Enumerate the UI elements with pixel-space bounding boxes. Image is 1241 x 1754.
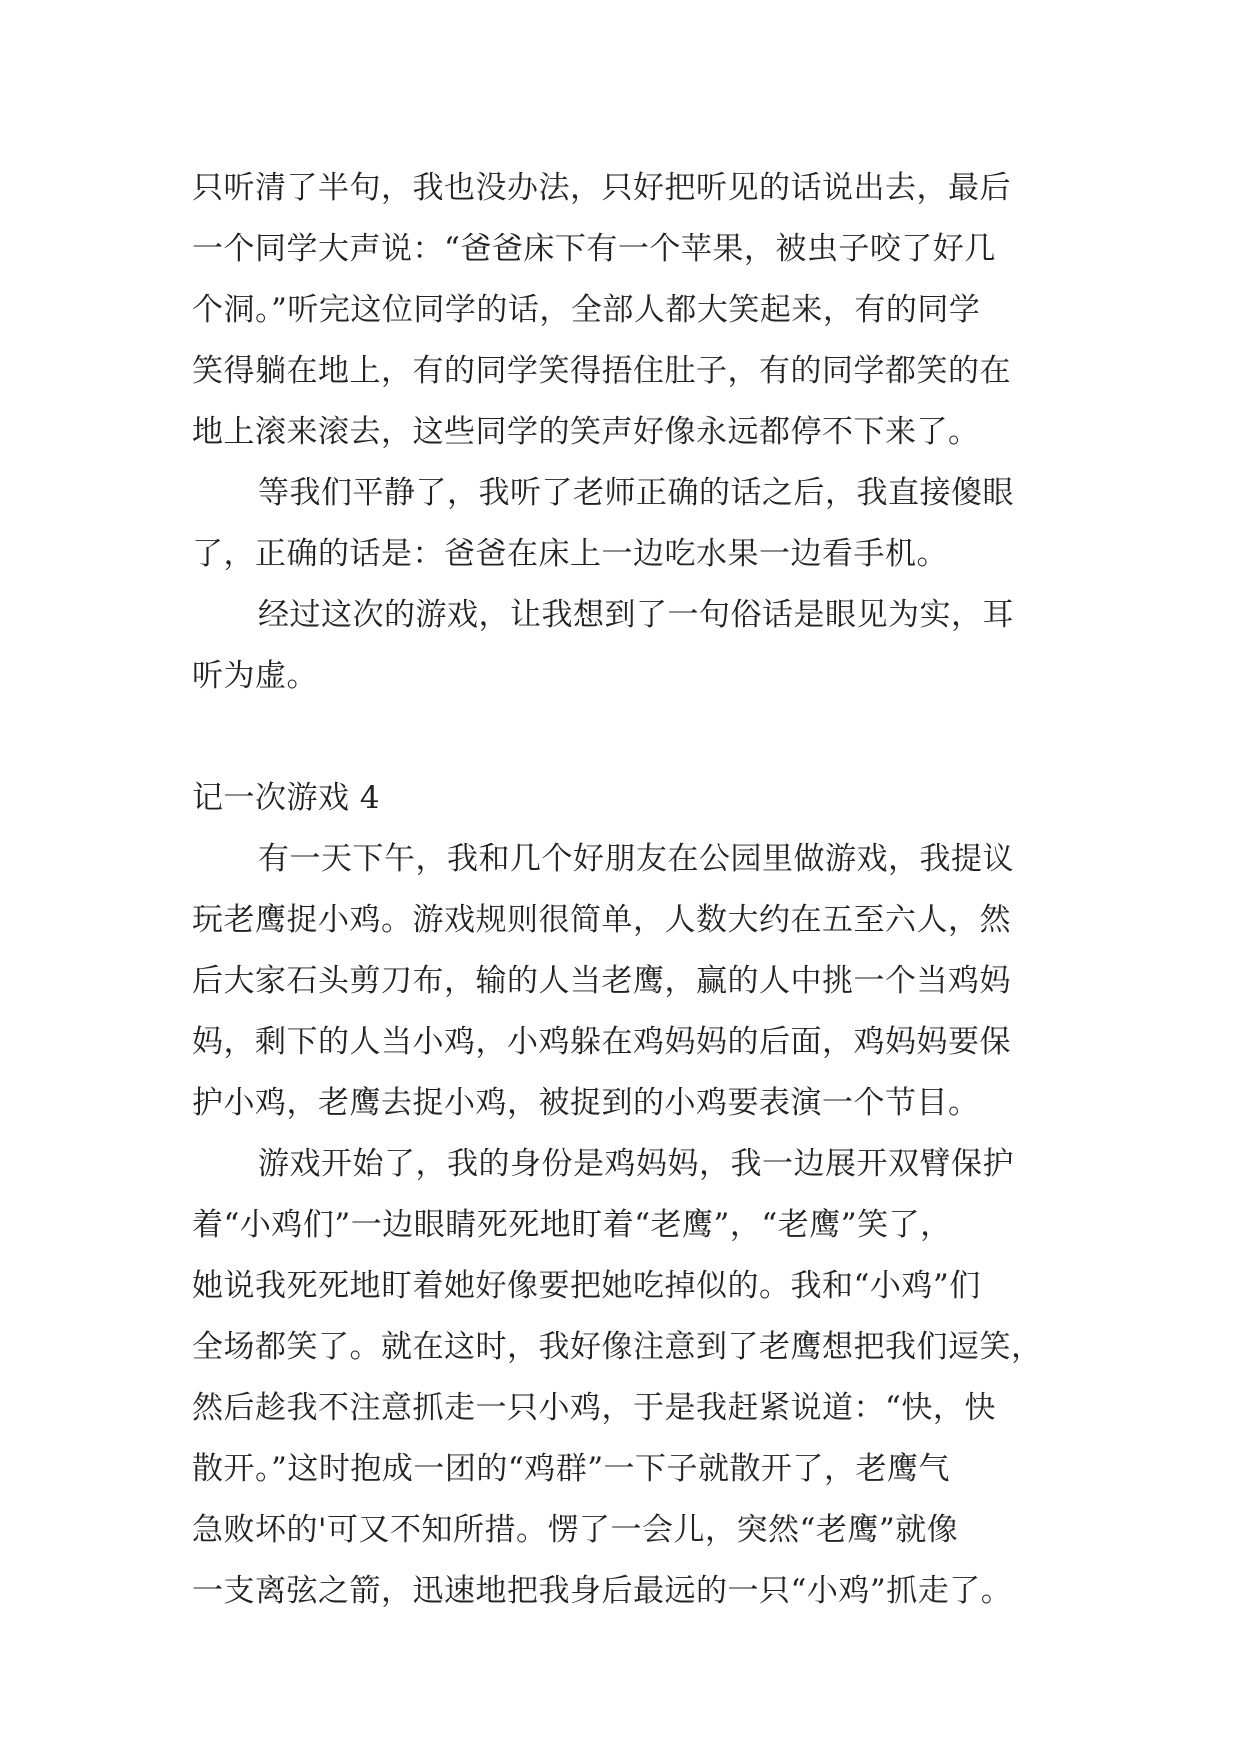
text-line: 一个同学大声说：“爸爸床下有一个苹果，被虫子咬了好几 — [192, 231, 996, 267]
text-line: 然后趁我不注意抓走一只小鸡，于是我赶紧说道：“快，快 — [192, 1390, 996, 1426]
text-line: 玩老鹰捉小鸡。游戏规则很简单，人数大约在五至六人，然 — [192, 902, 1011, 938]
text-line: 她说我死死地盯着她好像要把她吃掉似的。我和“小鸡”们 — [192, 1268, 981, 1304]
text-line: 地上滚来滚去，这些同学的笑声好像永远都停不下来了。 — [192, 414, 980, 450]
text-line: 急败坏的'可又不知所措。愣了一会儿，突然“老鹰”就像 — [192, 1512, 959, 1548]
paragraph-start-line: 经过这次的游戏，让我想到了一句俗话是眼见为实，耳 — [258, 597, 1014, 633]
text-line: 一支离弦之箭，迅速地把我身后最远的一只“小鸡”抓走了。 — [192, 1573, 1013, 1609]
document-body — [192, 158, 1062, 1622]
text-line: 后大家石头剪刀布，输的人当老鹰，赢的人中挑一个当鸡妈 — [192, 963, 1011, 999]
section-title: 记一次游戏 4 — [192, 780, 381, 816]
section-gap — [192, 707, 1062, 768]
text-line: 个洞。”听完这位同学的话，全部人都大笑起来，有的同学 — [192, 292, 981, 328]
text-line: 只听清了半句，我也没办法，只好把听见的话说出去，最后 — [192, 170, 1011, 206]
paragraph-start-line: 游戏开始了，我的身份是鸡妈妈，我一边展开双臂保护 — [258, 1146, 1014, 1182]
paragraph-start-line: 等我们平静了，我听了老师正确的话之后，我直接傻眼 — [258, 475, 1014, 511]
text-line: 散开。”这时抱成一团的“鸡群”一下子就散开了，老鹰气 — [192, 1451, 951, 1487]
text-line: 笑得躺在地上，有的同学笑得捂住肚子，有的同学都笑的在 — [192, 353, 1011, 389]
text-line: 妈，剩下的人当小鸡，小鸡躲在鸡妈妈的后面，鸡妈妈要保 — [192, 1024, 1011, 1060]
text-line: 护小鸡，老鹰去捉小鸡，被捉到的小鸡要表演一个节目。 — [192, 1085, 980, 1121]
text-line: 听为虚。 — [192, 658, 318, 694]
text-line: 了，正确的话是：爸爸在床上一边吃水果一边看手机。 — [192, 536, 948, 572]
text-line: 着“小鸡们”一边眼睛死死地盯着“老鹰”，“老鹰”笑了， — [192, 1207, 952, 1243]
text-line: 全场都笑了。就在这时，我好像注意到了老鹰想把我们逗笑， — [192, 1329, 1043, 1365]
paragraph-start-line: 有一天下午，我和几个好朋友在公园里做游戏，我提议 — [258, 841, 1014, 877]
